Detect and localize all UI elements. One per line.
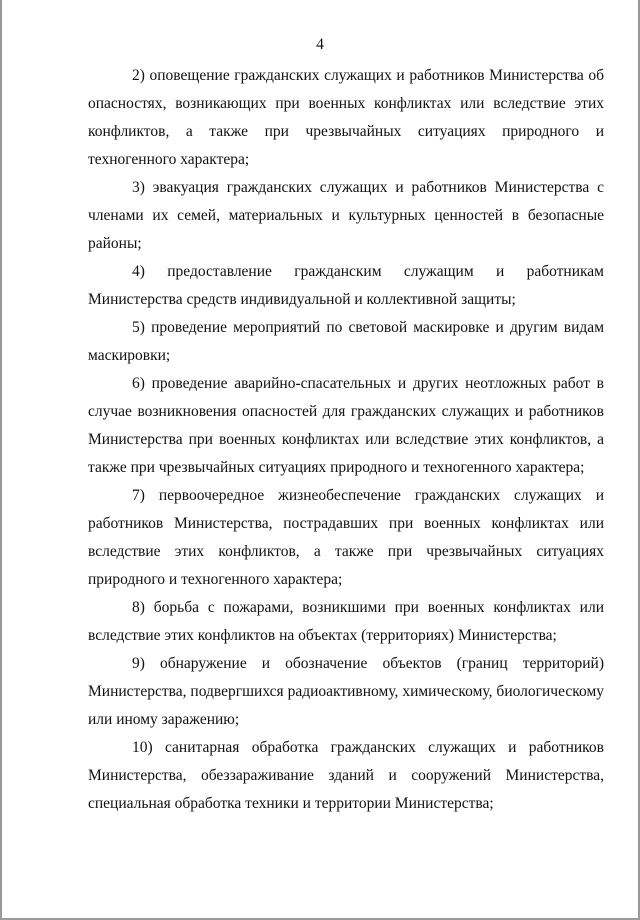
scan-border-left xyxy=(0,0,2,920)
list-item: 7) первоочередное жизнеобеспечение гражданских служащих и работников Министерства, пострадавших при военных конфликтах или вследствие этих конфликтов, а также при чрезвычайных ситуациях природного и техногенного характера; xyxy=(88,487,604,588)
list-item: 9) обнаружение и обозначение объектов (границ территорий) Министерства, подвергшихся радиоактивному, химическому, биологическому или иному заражению; xyxy=(88,655,604,728)
document-body xyxy=(88,62,604,818)
list-item: 4) предоставление гражданским служащим и работникам Министерства средств индивидуальной и коллективной защиты; xyxy=(88,263,604,308)
list-item: 3) эвакуация гражданских служащих и работников Министерства с членами их семей, материальных и культурных ценностей в безопасные районы; xyxy=(88,179,604,252)
list-item: 10) санитарная обработка гражданских служащих и работников Министерства, обеззараживание зданий и сооружений Министерства, специальная обработка техники и территории Министерства; xyxy=(88,739,604,812)
list-item: 2) оповещение гражданских служащих и работников Министерства об опасностях, возникающих при военных конфликтах или вследствие этих конфликтов, а также при чрезвычайных ситуациях природного и техногенного характера; xyxy=(88,67,604,168)
list-item: 8) борьба с пожарами, возникшими при военных конфликтах или вследствие этих конфликтов на объектах (территориях) Министерства; xyxy=(88,599,604,644)
page-number: 4 xyxy=(316,36,324,53)
list-item: 6) проведение аварийно-спасательных и других неотложных работ в случае возникновения опасностей для гражданских служащих и работников Министерства при военных конфликтах или вследствие этих конфликтов, а также при чрезвычайных ситуациях природного и техногенного характера; xyxy=(88,375,604,476)
list-item: 5) проведение мероприятий по световой маскировке и другим видам маскировки; xyxy=(88,319,604,364)
